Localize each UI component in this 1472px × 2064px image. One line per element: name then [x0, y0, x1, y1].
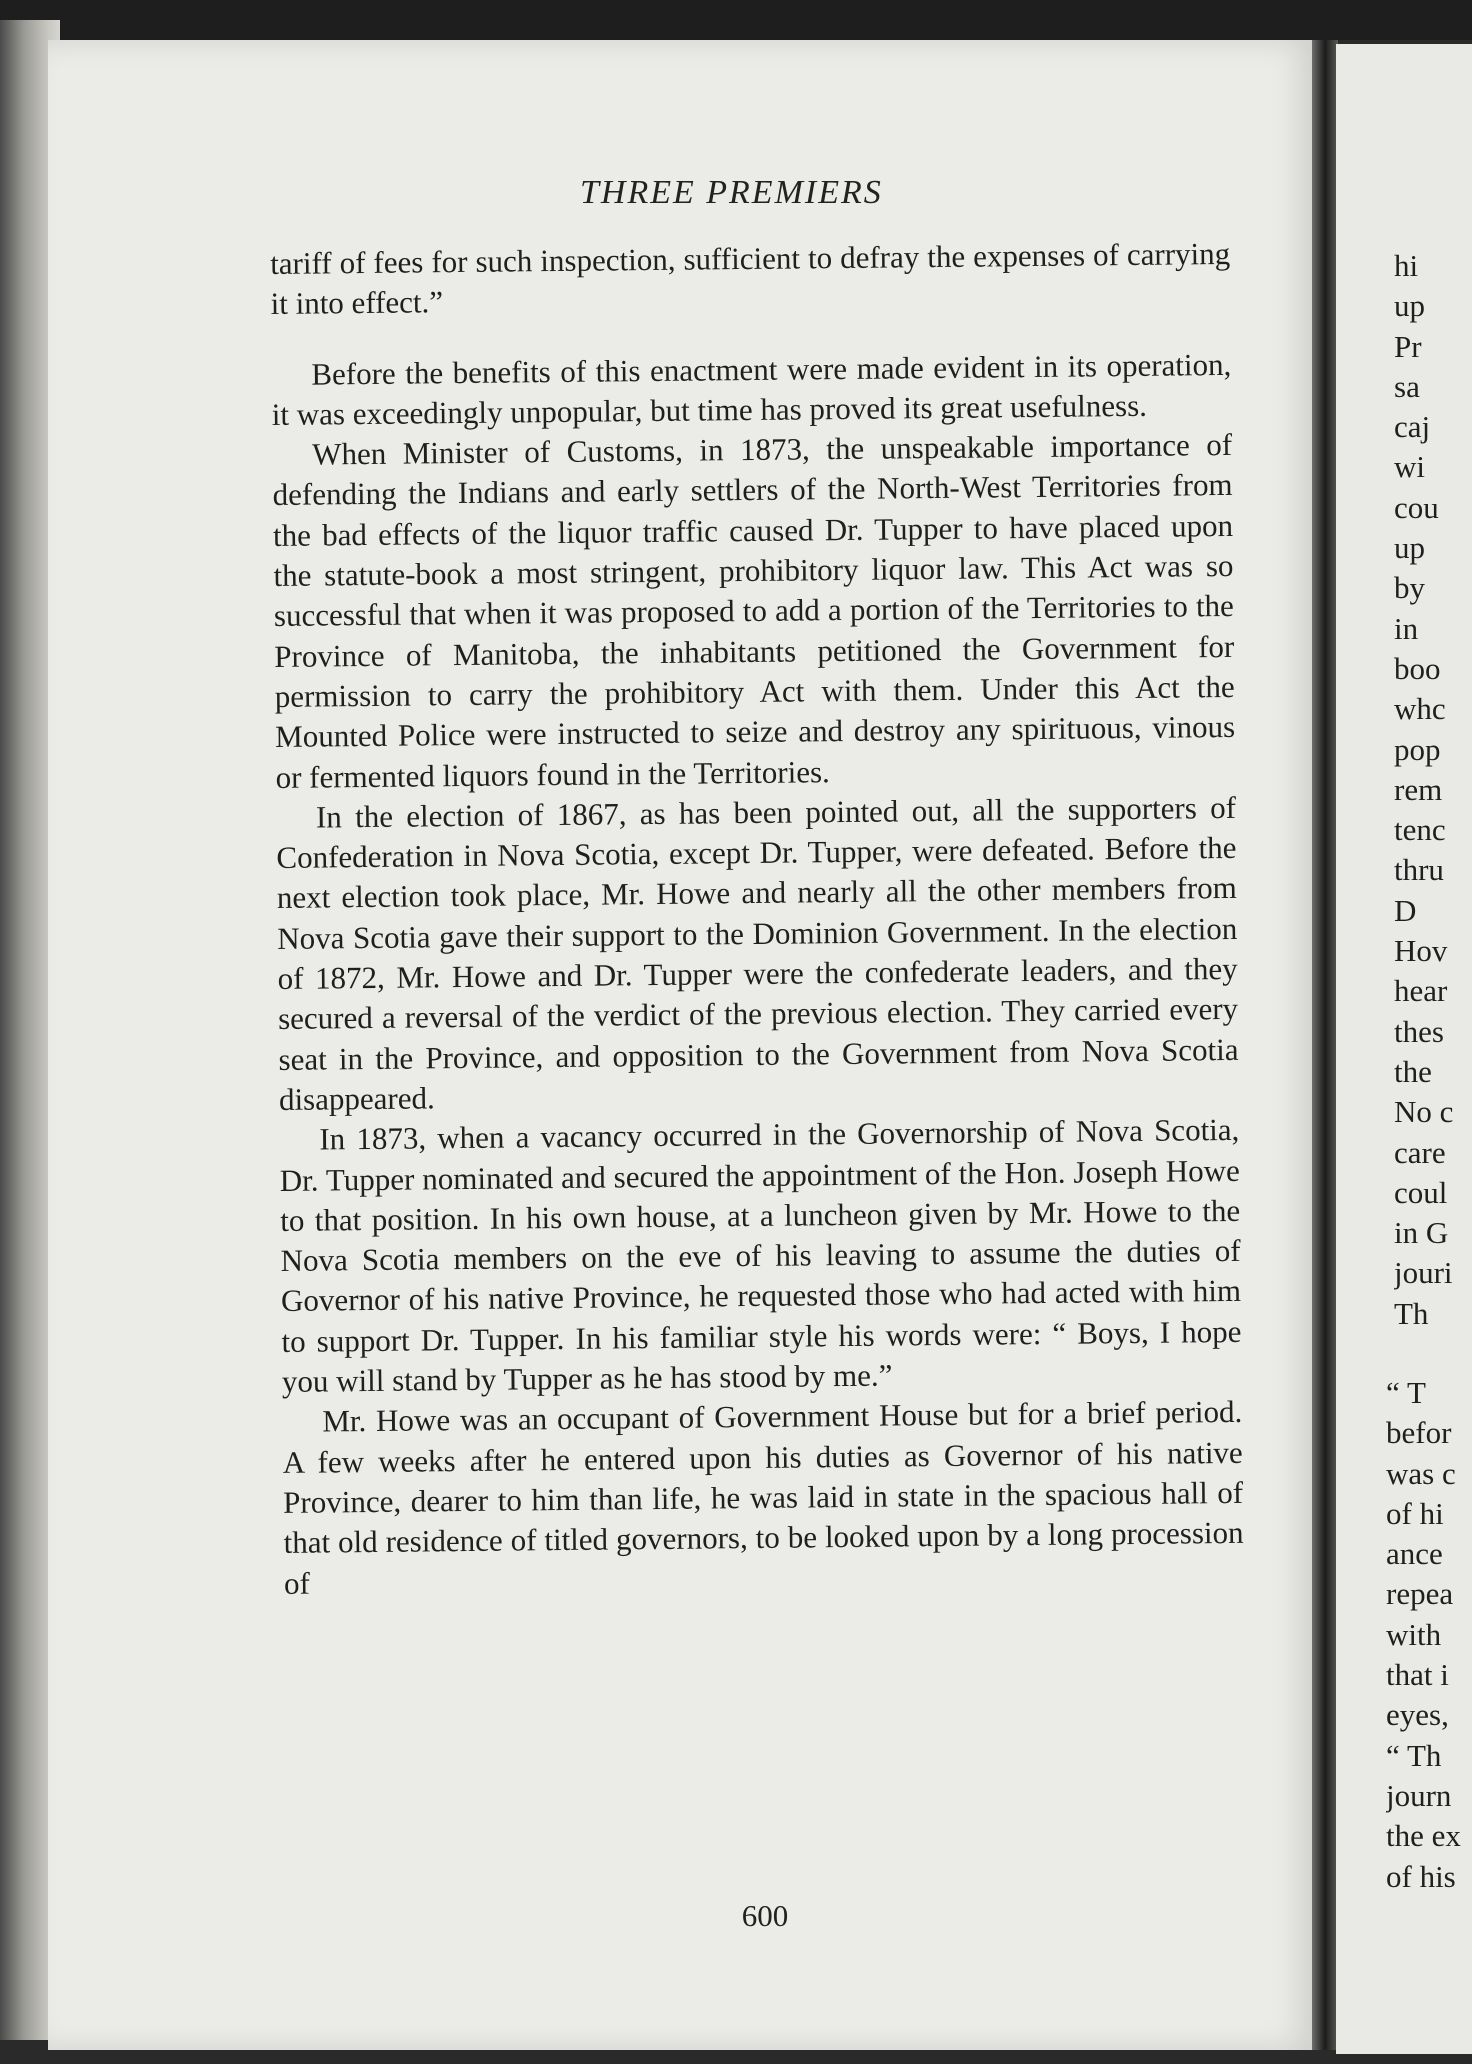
- right-page-line-fragment: up: [1394, 288, 1425, 324]
- body-text: [270, 234, 1244, 1604]
- right-page-line-fragment: tenc: [1394, 812, 1446, 848]
- right-page-line-fragment: ance: [1386, 1536, 1443, 1572]
- paragraph: When Minister of Customs, in 1873, the unspeakable importance of defending the Indians and early settlers of the North-West Territories from the bad effects of the liquor traffic caused Dr. Tupper to have placed upon the statute-book a most stringent, prohibitory liquor law. This Act was so successful that when it was proposed to add a portion of the Territories to the Province of Manitoba, the inhabitants petitioned the Government for permission to carry the prohibitory Act with them. Under this Act the Mounted Police were instructed to seize and destroy any spirituous, vinous or fermented liquors found in the Territories.: [272, 427, 1236, 795]
- right-page-line-fragment: that i: [1386, 1657, 1449, 1693]
- right-page-line-fragment: wi: [1394, 449, 1425, 485]
- right-page-line-fragment: in: [1394, 610, 1419, 646]
- right-page-line-fragment: whc: [1394, 691, 1446, 727]
- right-page-line-fragment: of his: [1386, 1858, 1456, 1894]
- right-page-line-fragment: jouri: [1394, 1255, 1453, 1291]
- right-page-line-fragment: of hi: [1386, 1495, 1444, 1531]
- right-page-line-fragment: cou: [1394, 489, 1439, 525]
- right-page-line-fragment: in G: [1394, 1215, 1449, 1251]
- right-page-line-fragment: rem: [1394, 771, 1443, 807]
- right-page-line-fragment: up: [1394, 530, 1425, 566]
- book-gutter: [1312, 40, 1338, 2050]
- right-page-text-fragments-upper: [1394, 246, 1472, 1334]
- right-page-line-fragment: thru: [1394, 852, 1444, 888]
- right-page-line-fragment: hear: [1394, 973, 1448, 1009]
- right-page-line-fragment: by: [1394, 570, 1425, 606]
- running-head: THREE PREMIERS: [580, 174, 883, 211]
- right-page-line-fragment: repea: [1386, 1576, 1454, 1612]
- paragraph: In the election of 1867, as has been pointed out, all the supporters of Confederation in Nova Scotia, except Dr. Tupper, were defeated. Before the next election took place, Mr. Howe and nearly all the other members from Nova Scotia gave their support to the Dominion Government. In the election of 1872, Mr. Howe and Dr. Tupper were the confederate leaders, and they secured a reversal of the verdict of the previous election. They carried every seat in the Province, and opposition to the Government from Nova Scotia disappeared.: [276, 789, 1239, 1117]
- scan-top-border: [0, 0, 1472, 40]
- right-page-line-fragment: the ex: [1386, 1818, 1461, 1854]
- right-page-line-fragment: pop: [1394, 731, 1441, 767]
- right-page-line-fragment: D: [1394, 892, 1417, 928]
- right-page-line-fragment: Th: [1394, 1295, 1429, 1331]
- right-page-line-fragment: “ T: [1386, 1375, 1426, 1410]
- right-page-line-fragment: Hov: [1394, 933, 1448, 969]
- right-page-line-fragment: boo: [1394, 650, 1441, 686]
- right-page-line-fragment: the: [1394, 1053, 1432, 1089]
- right-page-line-fragment: hi: [1394, 248, 1419, 283]
- right-page-line-fragment: journ: [1386, 1777, 1452, 1813]
- right-page-line-fragment: “ Th: [1386, 1737, 1442, 1773]
- right-page-line-fragment: No c: [1394, 1094, 1454, 1130]
- right-page-line-fragment: care: [1394, 1134, 1446, 1170]
- right-page-line-fragment: with: [1386, 1616, 1442, 1652]
- paragraph: Mr. Howe was an occupant of Government House but for a brief period. A few weeks after he entered upon his duties as Governor of his native Province, dearer to him than life, he was laid in state in the spacious hall of that old residence of titled governors, to be looked upon by a long procession of: [282, 1394, 1244, 1601]
- page-number: 600: [741, 1898, 789, 1933]
- right-page-line-fragment: thes: [1394, 1013, 1444, 1049]
- right-page-line-fragment: eyes,: [1386, 1697, 1449, 1733]
- paragraph: Before the benefits of this enactment were made evident in its operation, it was exceedingly unpopular, but time has proved its great usefulness.: [271, 346, 1232, 432]
- right-page-line-fragment: befor: [1386, 1415, 1452, 1451]
- paragraph: In 1873, when a vacancy occurred in the Governorship of Nova Scotia, Dr. Tupper nominated and secured the appointment of the Hon. Joseph Howe to that position. In his own house, at a luncheon given by Mr. Howe to the Nova Scotia members on the eve of his leaving to assume the duties of Governor of his native Province, he requested those who had acted with him to support Dr. Tupper. In his familiar style his words were: “ Boys, I hope you will stand by Tupper as he has stood by me.”: [279, 1112, 1242, 1399]
- right-page-line-fragment: sa: [1394, 368, 1420, 404]
- right-page-line-fragment: Pr: [1394, 328, 1422, 364]
- right-page-line-fragment: coul: [1394, 1174, 1448, 1210]
- right-page-text-fragments-lower: [1386, 1373, 1472, 1897]
- paragraph: tariff of fees for such inspection, sufficient to defray the expenses of carrying it into effect.”: [270, 235, 1231, 322]
- right-page-line-fragment: caj: [1394, 409, 1431, 445]
- right-page-line-fragment: was c: [1386, 1455, 1456, 1491]
